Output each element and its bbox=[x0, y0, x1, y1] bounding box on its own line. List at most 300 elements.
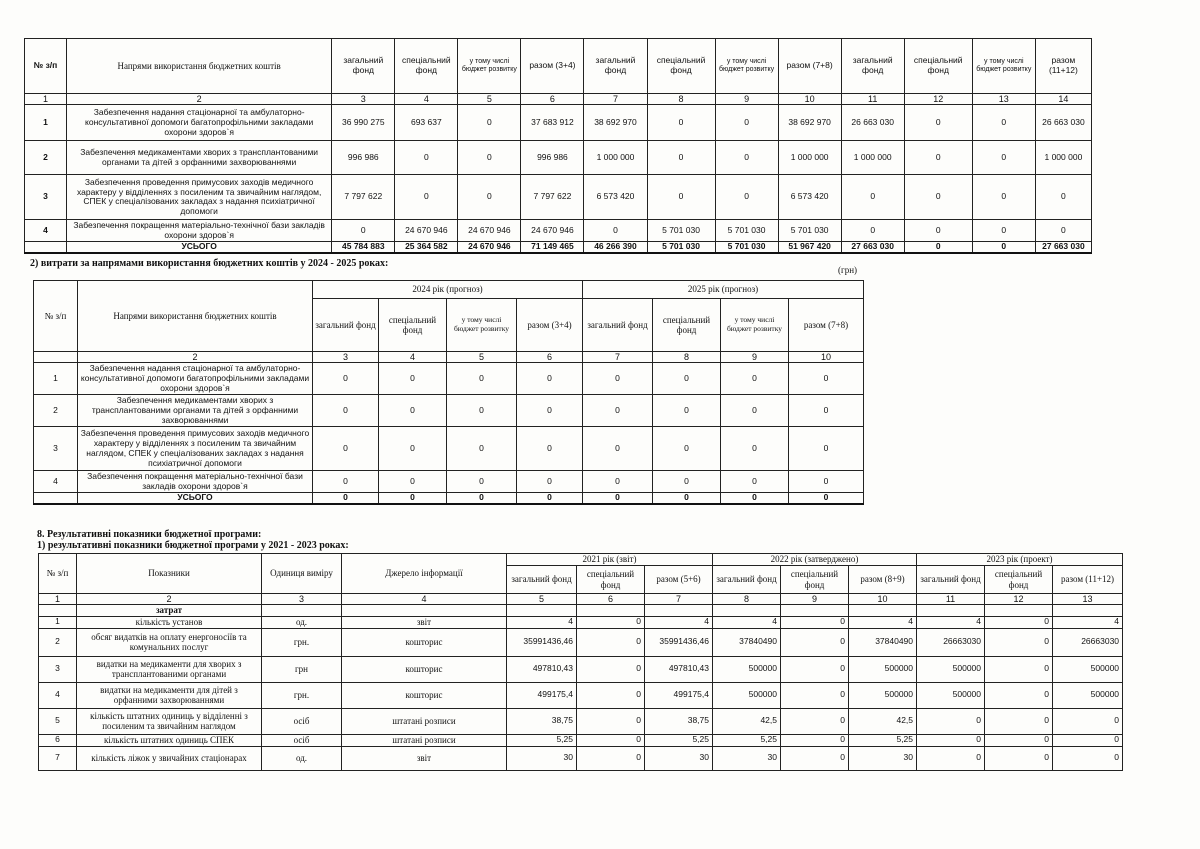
cell: 500000 bbox=[849, 656, 917, 682]
col-index: 4 bbox=[395, 94, 458, 105]
row-number: 4 bbox=[39, 682, 77, 708]
cell: 0 bbox=[985, 682, 1053, 708]
total-cell: 51 967 420 bbox=[778, 242, 841, 253]
cell: 24 670 946 bbox=[521, 220, 584, 242]
cell: 0 bbox=[583, 427, 653, 471]
col-index: 8 bbox=[647, 94, 715, 105]
cell: 0 bbox=[577, 682, 645, 708]
row-number: 5 bbox=[39, 708, 77, 734]
empty-cell bbox=[985, 605, 1053, 616]
row-number: 2 bbox=[34, 395, 78, 427]
sub-header: загальний фонд bbox=[332, 39, 395, 94]
row-number: 3 bbox=[39, 656, 77, 682]
total-row bbox=[25, 242, 1092, 253]
group-label: затрат bbox=[77, 605, 262, 616]
cell: 0 bbox=[721, 363, 789, 395]
total-cell: 71 149 465 bbox=[521, 242, 584, 253]
cell: 0 bbox=[447, 427, 517, 471]
sub-header: спеціальний фонд bbox=[379, 299, 447, 352]
table-row bbox=[39, 628, 1123, 656]
cell: 0 bbox=[789, 427, 864, 471]
empty-cell bbox=[849, 605, 917, 616]
cell: 0 bbox=[583, 363, 653, 395]
cell: 0 bbox=[985, 628, 1053, 656]
cell: 30 bbox=[713, 746, 781, 770]
cell: 38 692 970 bbox=[778, 105, 841, 141]
year-2025-header: 2025 рік (прогноз) bbox=[583, 281, 864, 299]
col-index: 2 bbox=[67, 94, 332, 105]
total-cell: 0 bbox=[904, 242, 972, 253]
row-source: штатані розписи bbox=[342, 708, 507, 734]
col-index: 3 bbox=[262, 594, 342, 605]
row-number: 2 bbox=[25, 141, 67, 175]
sub-header: у тому числі бюджет розвитку bbox=[458, 39, 521, 94]
sub-header: спеціальний фонд bbox=[653, 299, 721, 352]
table-row bbox=[39, 682, 1123, 708]
col-number-header: № з/п bbox=[25, 39, 67, 94]
cell: 0 bbox=[904, 141, 972, 175]
cell: 0 bbox=[577, 734, 645, 746]
col-index: 12 bbox=[985, 594, 1053, 605]
total-cell: 0 bbox=[313, 493, 379, 504]
cell: 996 986 bbox=[521, 141, 584, 175]
table-row bbox=[39, 708, 1123, 734]
cell: 0 bbox=[985, 746, 1053, 770]
cell: 26 663 030 bbox=[841, 105, 904, 141]
cell: 0 bbox=[577, 616, 645, 628]
cell: 0 bbox=[904, 220, 972, 242]
row-source: кошторис bbox=[342, 682, 507, 708]
cell: 7 797 622 bbox=[521, 175, 584, 220]
cell: 0 bbox=[313, 427, 379, 471]
total-cell: 27 663 030 bbox=[1035, 242, 1091, 253]
cell: 24 670 946 bbox=[458, 220, 521, 242]
empty-cell bbox=[781, 605, 849, 616]
row-indicator: видатки на медикаменти для дітей з орфанними захворюваннями bbox=[77, 682, 262, 708]
table-row bbox=[25, 220, 1092, 242]
cell: 26663030 bbox=[917, 628, 985, 656]
row-direction: Забезпечення надання стаціонарної та амбулаторно-консультативної допомоги багатопрофільними закладами охорони здоров`я bbox=[67, 105, 332, 141]
cell: 0 bbox=[458, 141, 521, 175]
cell: 693 637 bbox=[395, 105, 458, 141]
row-source: кошторис bbox=[342, 628, 507, 656]
cell: 37840490 bbox=[713, 628, 781, 656]
total-row bbox=[34, 493, 864, 504]
cell: 0 bbox=[721, 395, 789, 427]
sub-header: разом (3+4) bbox=[521, 39, 584, 94]
cell: 0 bbox=[447, 363, 517, 395]
sub-header: загальний фонд bbox=[841, 39, 904, 94]
cell: 500000 bbox=[1053, 656, 1123, 682]
sub-header: загальний фонд bbox=[313, 299, 379, 352]
cell: 0 bbox=[313, 363, 379, 395]
cell: 0 bbox=[577, 628, 645, 656]
section8-caption: 1) результативні показники бюджетної програми у 2021 - 2023 роках: bbox=[37, 540, 349, 551]
col-index: 4 bbox=[379, 352, 447, 363]
cell: 5 701 030 bbox=[647, 220, 715, 242]
cell: 5,25 bbox=[507, 734, 577, 746]
sub-header: у тому числі бюджет розвитку bbox=[447, 299, 517, 352]
col-index: 8 bbox=[713, 594, 781, 605]
cell: 0 bbox=[721, 471, 789, 493]
cell: 0 bbox=[781, 682, 849, 708]
cell: 0 bbox=[781, 734, 849, 746]
empty-cell bbox=[645, 605, 713, 616]
col-index: 13 bbox=[972, 94, 1035, 105]
cell: 1 000 000 bbox=[584, 141, 647, 175]
cell: 0 bbox=[985, 708, 1053, 734]
row-unit: грн. bbox=[262, 682, 342, 708]
col-index: 6 bbox=[577, 594, 645, 605]
year-2022-header: 2022 рік (затверджено) bbox=[713, 554, 917, 566]
row-indicator: кількість штатних одиниць у відділенні з посиленим та звичайним наглядом bbox=[77, 708, 262, 734]
cell: 500000 bbox=[713, 656, 781, 682]
cell: 38,75 bbox=[645, 708, 713, 734]
cell: 0 bbox=[972, 105, 1035, 141]
col-index: 14 bbox=[1035, 94, 1091, 105]
row-number: 1 bbox=[34, 363, 78, 395]
cell: 26663030 bbox=[1053, 628, 1123, 656]
total-cell: 46 266 390 bbox=[584, 242, 647, 253]
row-indicator: кількість установ bbox=[77, 616, 262, 628]
cell: 499175,4 bbox=[507, 682, 577, 708]
sub-header: у тому числі бюджет розвитку bbox=[715, 39, 778, 94]
empty-cell bbox=[917, 605, 985, 616]
col-index: 10 bbox=[778, 94, 841, 105]
cell: 0 bbox=[1035, 175, 1091, 220]
cell: 30 bbox=[507, 746, 577, 770]
col-direction-header: Напрями використання бюджетних коштів bbox=[78, 281, 313, 352]
table-row bbox=[34, 471, 864, 493]
cell: 0 bbox=[715, 175, 778, 220]
cell: 500000 bbox=[849, 682, 917, 708]
cell: 0 bbox=[653, 471, 721, 493]
col-index: 11 bbox=[841, 94, 904, 105]
total-cell: 0 bbox=[653, 493, 721, 504]
cell: 0 bbox=[789, 471, 864, 493]
col-index: 5 bbox=[507, 594, 577, 605]
row-direction: Забезпечення покращення матеріально-технічної бази закладів охорони здоров`я bbox=[78, 471, 313, 493]
col-index: 10 bbox=[849, 594, 917, 605]
cell: 0 bbox=[647, 175, 715, 220]
row-number: 1 bbox=[25, 105, 67, 141]
total-cell: 5 701 030 bbox=[647, 242, 715, 253]
table-row bbox=[34, 395, 864, 427]
cell: 35991436,46 bbox=[645, 628, 713, 656]
cell: 6 573 420 bbox=[584, 175, 647, 220]
row-indicator: видатки на медикаменти для хворих з трансплантованими органами bbox=[77, 656, 262, 682]
cell: 0 bbox=[653, 395, 721, 427]
row-number: 3 bbox=[25, 175, 67, 220]
cell: 37 683 912 bbox=[521, 105, 584, 141]
col-index: 3 bbox=[313, 352, 379, 363]
sub-header: загальний фонд bbox=[584, 39, 647, 94]
col-direction-header: Напрями використання бюджетних коштів bbox=[67, 39, 332, 94]
sub-header: загальний фонд bbox=[713, 566, 781, 594]
sub-header: у тому числі бюджет розвитку bbox=[972, 39, 1035, 94]
cell: 38,75 bbox=[507, 708, 577, 734]
sub-header: спеціальний фонд bbox=[647, 39, 715, 94]
cell: 0 bbox=[917, 708, 985, 734]
row-unit: осіб bbox=[262, 708, 342, 734]
cell: 0 bbox=[584, 220, 647, 242]
sub-header: спеціальний фонд bbox=[781, 566, 849, 594]
empty-cell bbox=[39, 605, 77, 616]
cell: 0 bbox=[653, 427, 721, 471]
col-index: 6 bbox=[521, 94, 584, 105]
cell: 0 bbox=[379, 395, 447, 427]
cell: 0 bbox=[379, 471, 447, 493]
total-cell: 24 670 946 bbox=[458, 242, 521, 253]
cell: 0 bbox=[447, 471, 517, 493]
total-label: УСЬОГО bbox=[67, 242, 332, 253]
row-number: 7 bbox=[39, 746, 77, 770]
cell: 0 bbox=[972, 141, 1035, 175]
cell: 0 bbox=[789, 395, 864, 427]
sub-header: разом (11+12) bbox=[1053, 566, 1123, 594]
cell: 0 bbox=[904, 105, 972, 141]
cell: 37840490 bbox=[849, 628, 917, 656]
cell: 1 000 000 bbox=[778, 141, 841, 175]
table-row bbox=[39, 746, 1123, 770]
col-unit-header: Одиниця виміру bbox=[262, 554, 342, 594]
cell: 0 bbox=[517, 395, 583, 427]
cell: 7 797 622 bbox=[332, 175, 395, 220]
col-index: 4 bbox=[342, 594, 507, 605]
cell: 36 990 275 bbox=[332, 105, 395, 141]
cell: 30 bbox=[645, 746, 713, 770]
performance-indicators-table bbox=[38, 553, 1123, 771]
row-number: 3 bbox=[34, 427, 78, 471]
col-index: 13 bbox=[1053, 594, 1123, 605]
cell: 0 bbox=[904, 175, 972, 220]
cell: 42,5 bbox=[849, 708, 917, 734]
cell: 5,25 bbox=[645, 734, 713, 746]
cell: 0 bbox=[917, 746, 985, 770]
sub-header: разом (7+8) bbox=[789, 299, 864, 352]
row-unit: грн bbox=[262, 656, 342, 682]
cell: 1 000 000 bbox=[1035, 141, 1091, 175]
col-index: 1 bbox=[25, 94, 67, 105]
total-cell: 5 701 030 bbox=[715, 242, 778, 253]
row-direction: Забезпечення медикаментами хворих з трансплантованими органами та дітей з орфанними захворюваннями bbox=[78, 395, 313, 427]
col-index: 1 bbox=[39, 594, 77, 605]
cell: 0 bbox=[447, 395, 517, 427]
col-index: 8 bbox=[653, 352, 721, 363]
cell: 0 bbox=[577, 708, 645, 734]
row-unit: осіб bbox=[262, 734, 342, 746]
year-2023-header: 2023 рік (проект) bbox=[917, 554, 1123, 566]
total-cell: 45 784 883 bbox=[332, 242, 395, 253]
col-index: 11 bbox=[917, 594, 985, 605]
sub-header: спеціальний фонд bbox=[904, 39, 972, 94]
cell: 0 bbox=[841, 175, 904, 220]
empty-cell bbox=[342, 605, 507, 616]
cell: 42,5 bbox=[713, 708, 781, 734]
year-2024-header: 2024 рік (прогноз) bbox=[313, 281, 583, 299]
row-indicator: обсяг видатків на оплату енергоносіїв та комунальних послуг bbox=[77, 628, 262, 656]
row-unit: од. bbox=[262, 746, 342, 770]
cell: 500000 bbox=[713, 682, 781, 708]
expenditure-table-2021-2023 bbox=[24, 38, 1092, 254]
row-source: звіт bbox=[342, 616, 507, 628]
cell: 497810,43 bbox=[507, 656, 577, 682]
empty-cell bbox=[34, 493, 78, 504]
cell: 0 bbox=[1053, 746, 1123, 770]
cell: 0 bbox=[781, 628, 849, 656]
row-number: 2 bbox=[39, 628, 77, 656]
col-index: 7 bbox=[584, 94, 647, 105]
cell: 0 bbox=[715, 105, 778, 141]
cell: 500000 bbox=[1053, 682, 1123, 708]
cell: 0 bbox=[781, 708, 849, 734]
row-number: 6 bbox=[39, 734, 77, 746]
sub-header: загальний фонд bbox=[917, 566, 985, 594]
table-row bbox=[39, 734, 1123, 746]
cell: 38 692 970 bbox=[584, 105, 647, 141]
cell: 0 bbox=[517, 427, 583, 471]
total-cell: 0 bbox=[379, 493, 447, 504]
expenditure-table-2024-2025 bbox=[33, 280, 864, 505]
cell: 0 bbox=[715, 141, 778, 175]
col-index: 3 bbox=[332, 94, 395, 105]
col-index: 7 bbox=[645, 594, 713, 605]
sub-header: загальний фонд bbox=[507, 566, 577, 594]
empty-cell bbox=[262, 605, 342, 616]
cell: 0 bbox=[458, 175, 521, 220]
total-cell: 27 663 030 bbox=[841, 242, 904, 253]
cell: 0 bbox=[653, 363, 721, 395]
cell: 4 bbox=[1053, 616, 1123, 628]
cell: 0 bbox=[781, 616, 849, 628]
cell: 0 bbox=[313, 395, 379, 427]
cell: 0 bbox=[841, 220, 904, 242]
sub-header: разом (3+4) bbox=[517, 299, 583, 352]
col-source-header: Джерело інформації bbox=[342, 554, 507, 594]
col-index: 5 bbox=[458, 94, 521, 105]
cell: 0 bbox=[517, 363, 583, 395]
table-row bbox=[25, 141, 1092, 175]
cell: 0 bbox=[1053, 734, 1123, 746]
col-index: 6 bbox=[517, 352, 583, 363]
cell: 0 bbox=[1053, 708, 1123, 734]
cell: 26 663 030 bbox=[1035, 105, 1091, 141]
col-index: 9 bbox=[781, 594, 849, 605]
col-number-header: № з/п bbox=[34, 281, 78, 352]
total-cell: 0 bbox=[447, 493, 517, 504]
cell: 0 bbox=[379, 363, 447, 395]
sub-header: спеціальний фонд bbox=[577, 566, 645, 594]
sub-header: разом (8+9) bbox=[849, 566, 917, 594]
cell: 0 bbox=[972, 175, 1035, 220]
cell: 0 bbox=[583, 471, 653, 493]
table-row bbox=[39, 656, 1123, 682]
total-cell: 0 bbox=[583, 493, 653, 504]
cell: 0 bbox=[721, 427, 789, 471]
cell: 499175,4 bbox=[645, 682, 713, 708]
row-indicator: кількість ліжок у звичайних стаціонарах bbox=[77, 746, 262, 770]
cell: 0 bbox=[985, 616, 1053, 628]
total-label: УСЬОГО bbox=[78, 493, 313, 504]
cell: 0 bbox=[395, 175, 458, 220]
cell: 0 bbox=[395, 141, 458, 175]
cell: 35991436,46 bbox=[507, 628, 577, 656]
cell: 0 bbox=[972, 220, 1035, 242]
row-direction: Забезпечення медикаментами хворих з трансплантованими органами та дітей з орфанними захворюваннями bbox=[67, 141, 332, 175]
col-index: 10 bbox=[789, 352, 864, 363]
row-unit: од. bbox=[262, 616, 342, 628]
cell: 1 000 000 bbox=[841, 141, 904, 175]
cell: 0 bbox=[781, 656, 849, 682]
cell: 500000 bbox=[917, 656, 985, 682]
empty-cell bbox=[713, 605, 781, 616]
row-direction: Забезпечення проведення примусових заходів медичного характеру у відділеннях з посиленим та звичайним наглядом, СПЕК у спеціалізованих закладах з надання психіатричної допомоги bbox=[78, 427, 313, 471]
row-number: 1 bbox=[39, 616, 77, 628]
cell: 497810,43 bbox=[645, 656, 713, 682]
sub-header: разом (5+6) bbox=[645, 566, 713, 594]
empty-cell bbox=[25, 242, 67, 253]
total-cell: 0 bbox=[972, 242, 1035, 253]
cell: 0 bbox=[458, 105, 521, 141]
row-number: 4 bbox=[34, 471, 78, 493]
table-row bbox=[25, 175, 1092, 220]
cell: 5,25 bbox=[849, 734, 917, 746]
table-row bbox=[25, 105, 1092, 141]
cell: 5,25 bbox=[713, 734, 781, 746]
sub-header: спеціальний фонд bbox=[985, 566, 1053, 594]
col-index: 2 bbox=[78, 352, 313, 363]
cell: 0 bbox=[647, 141, 715, 175]
col-index: 12 bbox=[904, 94, 972, 105]
cell: 0 bbox=[1035, 220, 1091, 242]
cell: 5 701 030 bbox=[778, 220, 841, 242]
cell: 0 bbox=[577, 656, 645, 682]
cell: 24 670 946 bbox=[395, 220, 458, 242]
row-unit: грн. bbox=[262, 628, 342, 656]
cell: 0 bbox=[985, 656, 1053, 682]
section2-unit: (грн) bbox=[838, 265, 858, 275]
col-number-header: № з/п bbox=[39, 554, 77, 594]
cell: 0 bbox=[313, 471, 379, 493]
row-direction: Забезпечення покращення матеріально-технічної бази закладів охорони здоров`я bbox=[67, 220, 332, 242]
group-row bbox=[39, 605, 1123, 616]
section2-caption: 2) витрати за напрямами використання бюджетних коштів у 2024 - 2025 роках: bbox=[30, 258, 389, 269]
col-index: 9 bbox=[715, 94, 778, 105]
cell: 4 bbox=[645, 616, 713, 628]
cell: 0 bbox=[647, 105, 715, 141]
row-source: звіт bbox=[342, 746, 507, 770]
total-cell: 25 364 582 bbox=[395, 242, 458, 253]
year-2021-header: 2021 рік (звіт) bbox=[507, 554, 713, 566]
sub-header: разом (7+8) bbox=[778, 39, 841, 94]
cell: 0 bbox=[917, 734, 985, 746]
cell: 4 bbox=[917, 616, 985, 628]
sub-header: загальний фонд bbox=[583, 299, 653, 352]
table-row bbox=[34, 363, 864, 395]
sub-header: разом (11+12) bbox=[1035, 39, 1091, 94]
cell: 0 bbox=[789, 363, 864, 395]
empty-cell bbox=[507, 605, 577, 616]
cell: 0 bbox=[517, 471, 583, 493]
cell: 4 bbox=[507, 616, 577, 628]
cell: 0 bbox=[577, 746, 645, 770]
cell: 0 bbox=[781, 746, 849, 770]
row-source: штатані розписи bbox=[342, 734, 507, 746]
row-number: 4 bbox=[25, 220, 67, 242]
total-cell: 0 bbox=[517, 493, 583, 504]
cell: 0 bbox=[332, 220, 395, 242]
empty-cell bbox=[577, 605, 645, 616]
